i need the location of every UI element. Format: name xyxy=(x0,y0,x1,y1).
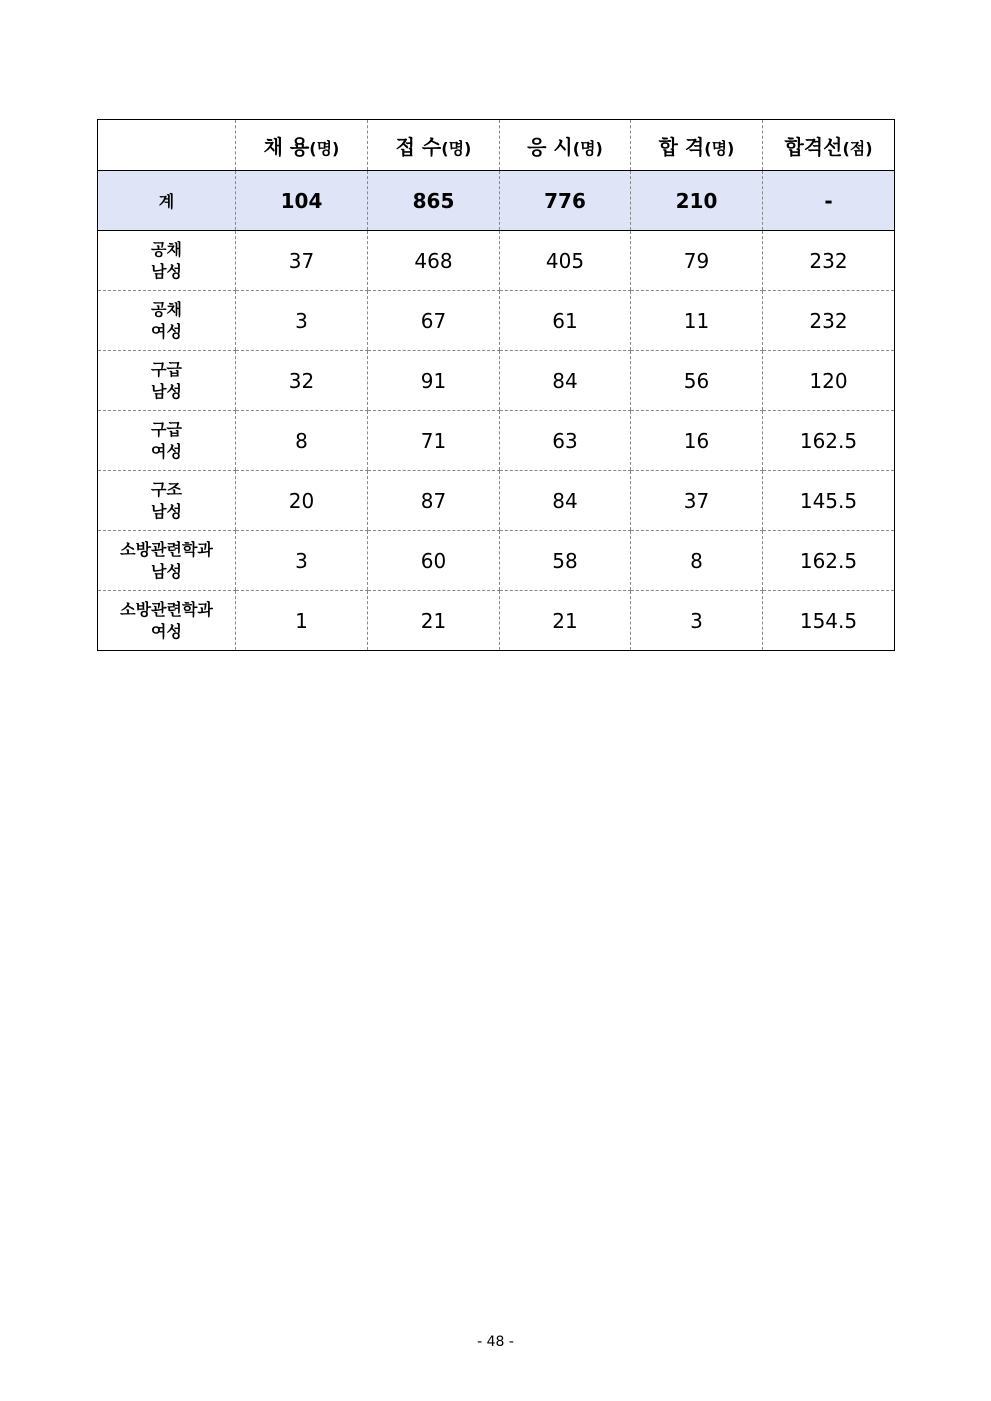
row-label-line1: 구조 xyxy=(151,479,182,499)
table-row xyxy=(98,411,895,471)
row-label xyxy=(98,231,236,291)
table-cell: 3 xyxy=(236,291,368,351)
table-cell: 162.5 xyxy=(763,411,895,471)
table-cell: 58 xyxy=(500,531,631,591)
column-label: 접 수 xyxy=(395,134,442,159)
table-cell: 63 xyxy=(500,411,631,471)
table-cell: 71 xyxy=(368,411,500,471)
table-cell: 21 xyxy=(368,591,500,651)
table-cell: 79 xyxy=(631,231,763,291)
table-cell: 87 xyxy=(368,471,500,531)
table-row xyxy=(98,291,895,351)
table-cell: 21 xyxy=(500,591,631,651)
row-label-line1: 공채 xyxy=(151,239,182,259)
row-label-line1: 소방관련학과 xyxy=(120,599,213,619)
table-cell: 8 xyxy=(236,411,368,471)
table-cell: 232 xyxy=(763,231,895,291)
table-cell: 16 xyxy=(631,411,763,471)
table-cell: 405 xyxy=(500,231,631,291)
column-header-passed xyxy=(631,120,763,171)
row-label-line2: 남성 xyxy=(151,501,182,521)
table-cell: 37 xyxy=(631,471,763,531)
table-cell: 8 xyxy=(631,531,763,591)
row-label-line2: 여성 xyxy=(151,321,182,341)
table-cell: 32 xyxy=(236,351,368,411)
table-row xyxy=(98,471,895,531)
row-label xyxy=(98,411,236,471)
column-label: 채 용 xyxy=(263,134,310,159)
column-label: 합격선 xyxy=(784,134,843,159)
table-cell: 232 xyxy=(763,291,895,351)
column-label: 응 시 xyxy=(527,134,573,159)
column-unit: (명) xyxy=(441,138,472,158)
column-unit: (명) xyxy=(309,138,340,158)
total-value-cell: 865 xyxy=(368,171,500,231)
recruitment-stats-table xyxy=(97,119,895,651)
table-cell: 11 xyxy=(631,291,763,351)
row-label-line2: 남성 xyxy=(151,381,182,401)
table-cell: 56 xyxy=(631,351,763,411)
table-cell: 3 xyxy=(631,591,763,651)
column-label: 합 격 xyxy=(658,134,705,159)
total-label: 계 xyxy=(98,171,236,231)
row-label xyxy=(98,591,236,651)
table-cell: 120 xyxy=(763,351,895,411)
total-value-cell: - xyxy=(763,171,895,231)
row-label xyxy=(98,531,236,591)
table-row xyxy=(98,351,895,411)
table-row xyxy=(98,231,895,291)
table-row xyxy=(98,591,895,651)
row-label-line1: 구급 xyxy=(151,359,182,379)
table-header-row xyxy=(98,120,895,171)
column-header-applied xyxy=(368,120,500,171)
row-label xyxy=(98,471,236,531)
table-cell: 1 xyxy=(236,591,368,651)
column-header-took-exam xyxy=(500,120,631,171)
row-label-line2: 여성 xyxy=(151,621,182,641)
table-cell: 84 xyxy=(500,351,631,411)
table-cell: 154.5 xyxy=(763,591,895,651)
table-total-row xyxy=(98,171,895,231)
table-cell: 468 xyxy=(368,231,500,291)
region-header: 충 북 xyxy=(98,120,236,171)
table-cell: 84 xyxy=(500,471,631,531)
column-header-cutoff xyxy=(763,120,895,171)
row-label-line1: 소방관련학과 xyxy=(120,539,213,559)
table-cell: 91 xyxy=(368,351,500,411)
table-cell: 145.5 xyxy=(763,471,895,531)
row-label-line2: 여성 xyxy=(151,441,182,461)
column-header-hired xyxy=(236,120,368,171)
row-label-line1: 공채 xyxy=(151,299,182,319)
total-value-cell: 776 xyxy=(500,171,631,231)
row-label xyxy=(98,291,236,351)
total-value-cell: 104 xyxy=(236,171,368,231)
row-label-line2: 남성 xyxy=(151,261,182,281)
column-unit: (명) xyxy=(572,138,603,158)
row-label-line1: 구급 xyxy=(151,419,182,439)
table-cell: 20 xyxy=(236,471,368,531)
table-cell: 3 xyxy=(236,531,368,591)
row-label xyxy=(98,351,236,411)
table-cell: 37 xyxy=(236,231,368,291)
column-unit: (명) xyxy=(704,138,735,158)
table-cell: 162.5 xyxy=(763,531,895,591)
table-cell: 67 xyxy=(368,291,500,351)
table-cell: 61 xyxy=(500,291,631,351)
row-label-line2: 남성 xyxy=(151,561,182,581)
column-unit: (점) xyxy=(842,138,873,158)
total-value-cell: 210 xyxy=(631,171,763,231)
page-number: - 48 - xyxy=(477,1334,514,1350)
table-cell: 60 xyxy=(368,531,500,591)
table-row xyxy=(98,531,895,591)
